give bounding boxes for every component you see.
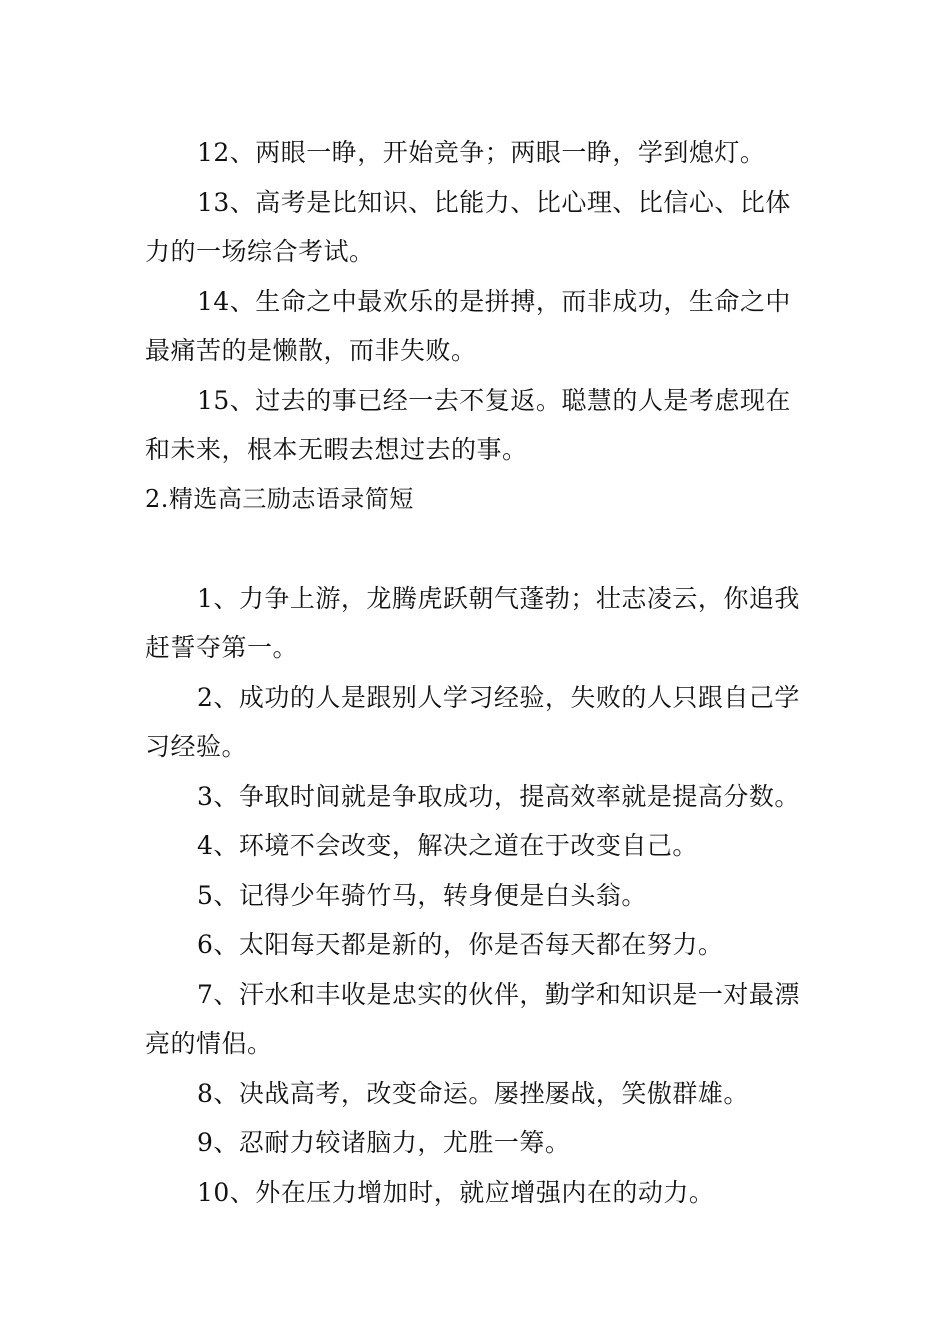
list-item: 12、两眼一睁，开始竞争；两眼一睁，学到熄灯。 <box>197 138 766 167</box>
list-item: 10、外在压力增加时，就应增强内在的动力。 <box>197 1177 715 1207</box>
list-item: 9、忍耐力较诸脑力，尤胜一筹。 <box>197 1128 571 1157</box>
list-item: 5、记得少年骑竹马，转身便是白头翁。 <box>197 880 647 910</box>
list-item: 4、环境不会改变，解决之道在于改变自己。 <box>197 831 698 860</box>
list-item: 8、决战高考，改变命运。屡挫屡战，笑傲群雄。 <box>197 1078 749 1108</box>
list-item: 3、争取时间就是争取成功，提高效率就是提高分数。 <box>197 781 800 811</box>
section-spacer <box>145 524 810 574</box>
list-item: 2、成功的人是跟别人学习经验，失败的人只跟自己学习经验。 <box>145 682 800 761</box>
list-item: 1、力争上游，龙腾虎跃朝气蓬勃；壮志凌云，你追我赶誓夺第一。 <box>145 583 800 662</box>
section-heading: 2.精选高三励志语录简短 <box>145 484 414 513</box>
list-item: 14、生命之中最欢乐的是拼搏，而非成功，生命之中最痛苦的是懒散，而非失败。 <box>145 286 791 365</box>
document-body <box>145 128 810 1217</box>
list-item: 13、高考是比知识、比能力、比心理、比信心、比体力的一场综合考试。 <box>145 187 791 266</box>
list-item: 6、太阳每天都是新的，你是否每天都在努力。 <box>197 930 724 959</box>
list-item: 15、过去的事已经一去不复返。聪慧的人是考虑现在和未来，根本无暇去想过去的事。 <box>145 385 791 464</box>
list-item: 7、汗水和丰收是忠实的伙伴，勤学和知识是一对最漂亮的情侣。 <box>145 979 800 1058</box>
